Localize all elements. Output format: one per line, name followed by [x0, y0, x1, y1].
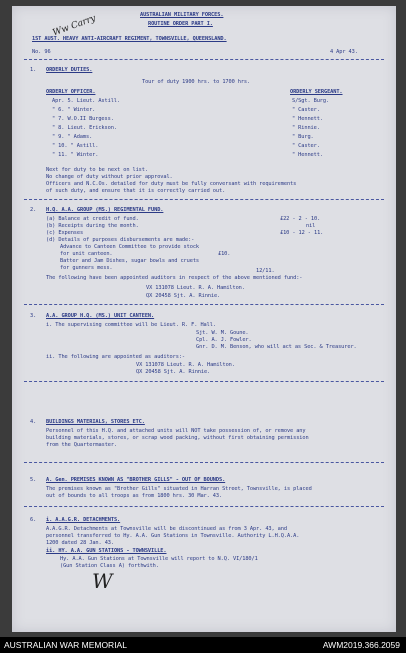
body-text: (d) Details of purposes disbursements are made:-	[46, 237, 195, 243]
body-text: Personnel of this H.Q. and attached units will NOT take possession of, or remove any	[46, 428, 306, 434]
section-title: BUILDINGS MATERIALS, STORES ETC.	[46, 419, 145, 425]
amount: £10.	[218, 251, 231, 257]
divider	[24, 199, 384, 200]
body-text: (a) Balance at credit of fund.	[46, 216, 139, 222]
amount: 12/11.	[256, 268, 275, 274]
section-number: 4.	[30, 419, 37, 425]
divider	[24, 506, 384, 507]
roster-right: S/Sgt. Burg.	[292, 98, 330, 104]
body-text: ii. The following are appointed as auditors:-	[46, 354, 186, 360]
section-title: ORDERLY DUTIES.	[46, 67, 93, 73]
auditor: VX 131078 Lieut. R. A. Hamilton.	[146, 285, 245, 291]
section-number: 2.	[30, 207, 37, 213]
body-text: for gunners mess.	[60, 265, 113, 271]
amount: £10 - 12 - 11.	[280, 230, 324, 236]
order-date: 4 Apr 43.	[330, 49, 358, 55]
amount: nil	[306, 223, 316, 229]
body-text: Hy. A.A. Gun Stations at Townsville will report to N.Q. VI/180/1	[60, 556, 258, 562]
roster-left: " 9. " Adams.	[52, 134, 93, 140]
body-text: Next for duty to be next on list.	[46, 167, 148, 173]
section-number: 1.	[30, 67, 37, 73]
body-text: No change of duty without prior approval.	[46, 174, 173, 180]
footer-archive-name: AUSTRALIAN WAR MEMORIAL	[4, 640, 127, 650]
order-number: No. 96	[32, 49, 51, 55]
body-text: personnel transferred to Hy. A.A. Gun Stations in Townsville. Authority L.H.Q.A.A.	[46, 533, 300, 539]
roster-left: " 10. " Astill.	[52, 143, 99, 149]
roster-left: " 6. " Winter.	[52, 107, 96, 113]
roster-left: " 11. " Winter.	[52, 152, 99, 158]
roster-right: " Rinnie.	[292, 125, 320, 131]
doc-title: AUSTRALIAN MILITARY FORCES.	[140, 12, 224, 18]
section-number: 3.	[30, 313, 37, 319]
body-text: (c) Expenses	[46, 230, 84, 236]
col-head-sergeant: ORDERLY SERGEANT.	[290, 89, 343, 95]
subsection-title: i. A.A.G.R. DETACHMENTS.	[46, 517, 121, 523]
roster-right: " Caster.	[292, 143, 320, 149]
body-text: The premises known as "Brother Gills" situated in Harran Street, Townsville, is placed	[46, 486, 312, 492]
body-text: from the Quartermaster.	[46, 442, 118, 448]
body-text: i. The supervising committee will be Lieut. R. F. Hall.	[46, 322, 216, 328]
body-text: (Gun Station Class A) forthwith.	[60, 563, 159, 569]
doc-subtitle: ROUTINE ORDER PART I.	[148, 21, 213, 27]
subsection-title: ii. HY. A.A. GUN STATIONS - TOWNSVILLE.	[46, 548, 167, 554]
body-text: Advance to Canteen Committee to provide stock	[60, 244, 200, 250]
document-page	[12, 6, 396, 632]
divider	[24, 59, 384, 60]
committee-member: Sjt. W. M. Goune.	[196, 330, 249, 336]
divider	[24, 462, 384, 463]
body-text: A.A.G.R. Detachments at Townsville will be discontinued as from 3 Apr. 43, and	[46, 526, 287, 532]
section-title: A.A. GROUP H.Q. (MS.) UNIT CANTEEN.	[46, 313, 155, 319]
committee-member: Gnr. D. M. Benson, who will act as Sec. & Treasurer.	[196, 344, 357, 350]
roster-left: " 8. Lieut. Erickson.	[52, 125, 117, 131]
duty-tour: Tour of duty 1900 hrs. to 1700 hrs.	[142, 79, 251, 85]
unit-heading: 1ST AUST. HEAVY ANTI-AIRCRAFT REGIMENT, TOWNSVILLE, QUEENSLAND.	[32, 36, 227, 42]
signature: W	[92, 569, 113, 593]
auditor: QX 20458 Sjt. A. Rinnie.	[146, 293, 221, 299]
section-title: A. Gen. PREMISES KNOWN AS "BROTHER GILLS" - OUT OF BOUNDS.	[46, 477, 226, 483]
body-text: The following have been appointed auditors in respect of the above mentioned fund:-	[46, 275, 303, 281]
auditor: VX 131078 Lieut. R. A. Hamilton.	[136, 362, 235, 368]
auditor: QX 20458 Sjt. A. Rinnie.	[136, 369, 211, 375]
committee-member: Cpl. A. J. Fowler.	[196, 337, 252, 343]
body-text: (b) Receipts during the month.	[46, 223, 139, 229]
col-head-officer: ORDERLY OFFICER.	[46, 89, 96, 95]
roster-left: " 7. W.O.II Burgess.	[52, 116, 114, 122]
body-text: out of bounds to all troops as from 1800 hrs. 30 Mar. 43.	[46, 493, 223, 499]
body-text: 1200 dated 28 Jan. 43.	[46, 540, 114, 546]
section-title: H.Q. A.A. GROUP (MS.) REGIMENTAL FUND.	[46, 207, 164, 213]
roster-right: " Hennett.	[292, 116, 323, 122]
roster-left: Apr. 5. Lieut. Astill.	[52, 98, 120, 104]
body-text: Officers and N.C.Os. detailed for duty must be fully conversant with requirements	[46, 181, 297, 187]
divider	[24, 381, 384, 382]
body-text: building materials, stores, or scrap wood packing, without first obtaining permission	[46, 435, 309, 441]
footer-accession-id: AWM2019.366.2059	[322, 640, 400, 650]
amount: £22 - 2 - 10.	[280, 216, 321, 222]
body-text: for unit canteen.	[60, 251, 113, 257]
archive-footer	[0, 637, 406, 653]
roster-right: " Hennett.	[292, 152, 323, 158]
section-number: 5.	[30, 477, 37, 483]
roster-right: " Burg.	[292, 134, 314, 140]
body-text: Batter and Jam Dishes, sugar bowls and cruets	[60, 258, 200, 264]
handwritten-annotation: Ww Carry	[51, 13, 98, 39]
section-number: 6.	[30, 517, 37, 523]
roster-right: " Caster.	[292, 107, 320, 113]
divider	[24, 304, 384, 305]
body-text: of such duty, and ensure that it is correctly carried out.	[46, 188, 226, 194]
